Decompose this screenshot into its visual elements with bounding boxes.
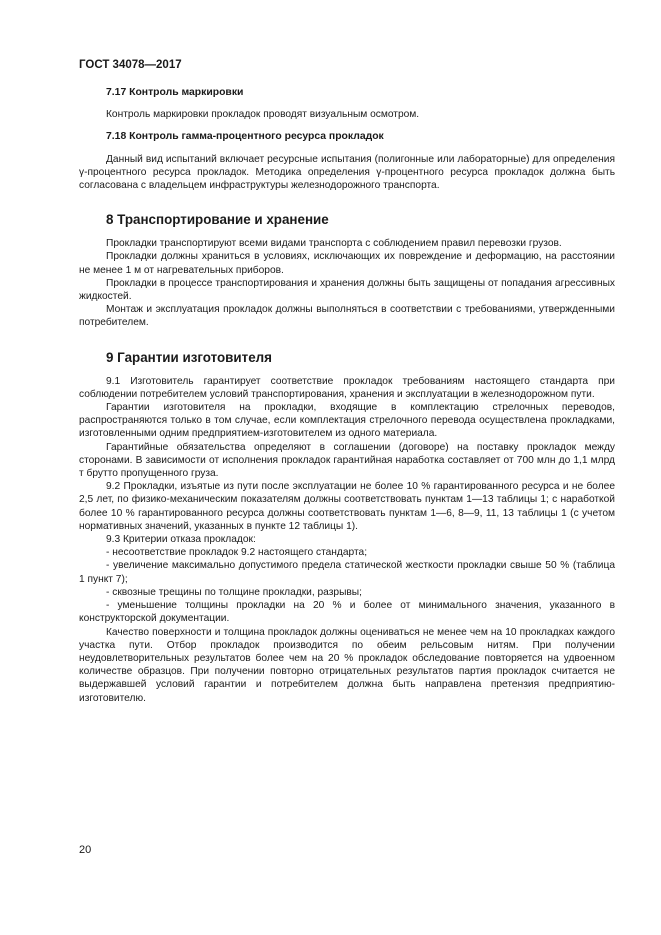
paragraph: Гарантийные обязательства определяют в соглашении (договоре) на поставку прокладок между сторонами. В зависимости от исполнения прокладок гарантийная наработка составляет от 700 млн до 1,1 млрд т брутто пропущенного груза. (79, 441, 615, 480)
page-content (79, 86, 615, 705)
subsection-title-7-17: 7.17 Контроль маркировки (106, 87, 244, 98)
page-number: 20 (79, 844, 92, 856)
list-item: - сквозные трещины по толщине прокладки, разрывы; (106, 586, 362, 598)
section-title-9: 9 Гарантии изготовителя (106, 349, 272, 365)
paragraph: Прокладки транспортируют всеми видами транспорта с соблюдением правил перевозки грузов. (106, 238, 562, 250)
paragraph: Прокладки должны храниться в условиях, исключающих их повреждение и деформацию, на расстоянии не менее 1 м от нагревательных приборов. (79, 251, 615, 276)
paragraph: Данный вид испытаний включает ресурсные испытания (полигонные или лабораторные) для определения γ-процентного ресурса прокладок. Методика определения γ-процентного ресурса прокладок должна быть согласована с владельцем инфраструктуры железнодорожного транспорта. (79, 153, 615, 192)
paragraph: Качество поверхности и толщина прокладок должны оцениваться не менее чем на 10 прокладках каждого участка пути. Отбор прокладок производится по обеим рельсовым нитям. При получении неудовлетворительных результатов более чем на 20 % прокладок обследование повторяется на удвоенном количестве образцов. При получении повторно отрицательных результатов партия прокладок считается не выдержавшей условий гарантии и потребителем должна быть направлена претензия предприятию-изготовителю. (79, 626, 615, 704)
document-code: ГОСТ 34078—2017 (79, 59, 182, 71)
list-item: - несоответствие прокладок 9.2 настоящего стандарта; (106, 547, 368, 559)
list-item: - уменьшение толщины прокладки на 20 % и более от минимального значения, указанного в конструкторской документации. (79, 600, 615, 625)
list-item: - увеличение максимально допустимого предела статической жесткости прокладки свыше 50 % (таблица 1 пункт 7); (79, 560, 615, 585)
paragraph: 9.3 Критерии отказа прокладок: (106, 534, 256, 546)
paragraph: 9.1 Изготовитель гарантирует соответствие прокладок требованиям настоящего стандарта при соблюдении потребителем условий транспортирования, хранения и эксплуатации в железнодорожном пути. (79, 375, 615, 400)
paragraph: Контроль маркировки прокладок проводят визуальным осмотром. (106, 109, 420, 121)
paragraph: 9.2 Прокладки, изъятые из пути после эксплуатации не более 10 % гарантированного ресурса и не более 2,5 лет, по физико-механическим показателям должны соответствовать пунктам 1—13 таблицы 1; с наработкой более 10 % гарантированного ресурса должны соответствовать пунктам 1—6, 8—9, 11, 13 таблицы 1 (с учетом нормативных значений, указанных в пункте 12 таблицы 1). (79, 481, 615, 532)
paragraph: Гарантии изготовителя на прокладки, входящие в комплектацию стрелочных переводов, распространяются только в том случае, если комплектация стрелочного перевода осуществлена прокладками, изготовленными одним предприятием-изготовителем из одного материала. (79, 402, 615, 440)
subsection-title-7-18: 7.18 Контроль гамма-процентного ресурса прокладок (106, 131, 384, 143)
paragraph: Монтаж и эксплуатация прокладок должны выполняться в соответствии с требованиями, утвержденными потребителем. (79, 304, 615, 329)
section-title-8: 8 Транспортирование и хранение (106, 212, 329, 228)
paragraph: Прокладки в процессе транспортирования и хранения должны быть защищены от попадания агрессивных жидкостей. (79, 277, 615, 303)
